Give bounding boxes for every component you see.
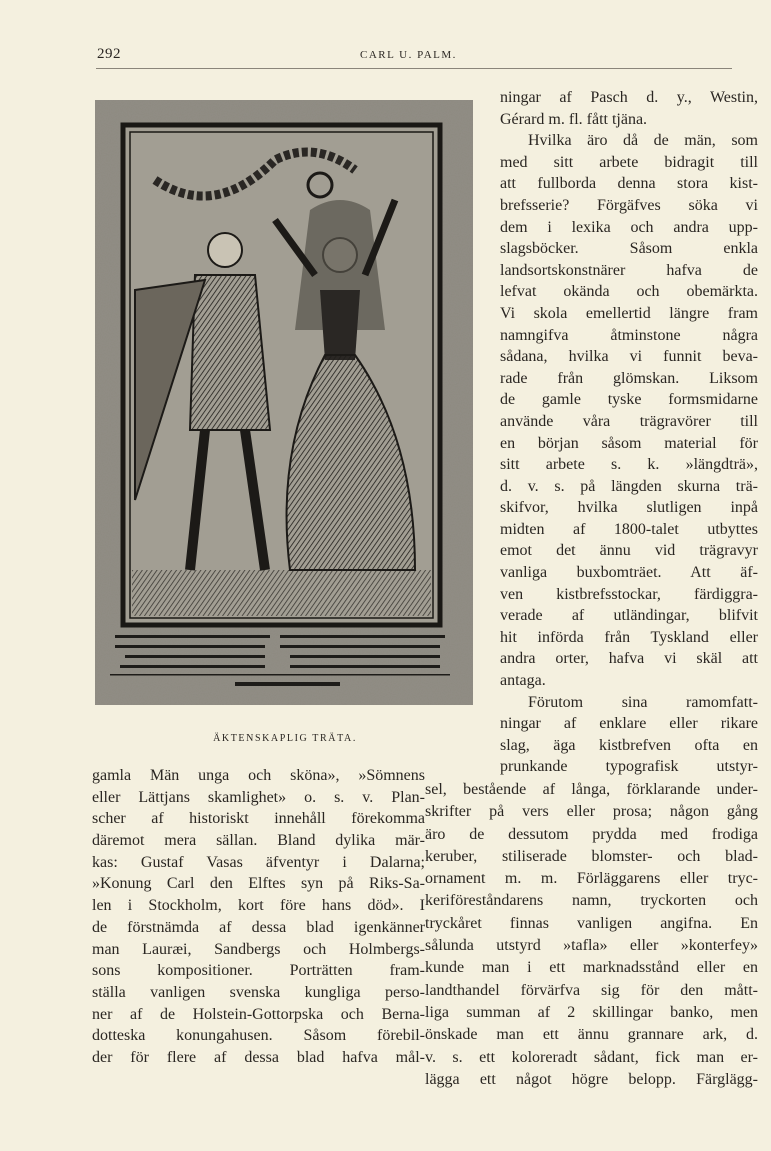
text-line: kunde man i ett marknadsstånd eller en — [425, 959, 758, 977]
text-line: antaga. — [500, 672, 546, 690]
text-line: med sitt arbete bidragit till — [500, 153, 758, 171]
text-line: ornament m. m. Förläggarens eller tryc- — [425, 870, 758, 888]
text-line: lägga ett något högre belopp. Färglägg- — [425, 1070, 758, 1088]
text-line: eller Lättjans skamlighet» o. s. v. Plan- — [92, 788, 425, 806]
text-line: brefsserie? Förgäfves söka vi — [500, 196, 758, 214]
text-line: Hvilka äro då de män, som — [528, 132, 758, 150]
text-line: namngifva åtminstone några — [500, 326, 758, 344]
text-line: skifvor, hvilka slutligen inpå — [500, 499, 758, 517]
text-line: »Konung Carl den Elftes syn på Riks-Sa- — [92, 875, 425, 893]
text-line: dem i lexika och andra upp- — [500, 218, 758, 236]
text-line: landsortskonstnärer hafva de — [500, 261, 758, 279]
text-line: vanliga buxbomträet. Att äf- — [500, 564, 758, 582]
text-line: hit införda från Tyskland eller — [500, 628, 758, 646]
text-line: d. v. s. på längden skurna trä- — [500, 477, 758, 495]
page-number: 292 — [97, 46, 121, 62]
text-line: keruber, stiliserade blomster- och blad- — [425, 847, 758, 865]
text-line: Gérard m. fl. fått tjäna. — [500, 110, 648, 128]
text-line: dotteska konungahusen. Såsom förebil- — [92, 1027, 425, 1045]
bottom-right-column-text — [425, 779, 758, 1091]
text-line: däremot mera sällan. Bland dylika mär- — [92, 832, 425, 850]
text-line: kas: Gustaf Vasas äfventyr i Dalarna; — [92, 853, 425, 871]
text-line: v. s. ett koloreradt sådant, fick man er- — [425, 1048, 758, 1066]
header-rule — [96, 68, 732, 69]
text-line: andra orter, hafva vi skäl att — [500, 650, 758, 668]
text-line: Förutom sina ramomfatt- — [528, 693, 758, 711]
text-line: prunkande typografisk utstyr- — [500, 758, 758, 776]
text-line: scher af historiskt innehåll förekomma — [92, 810, 425, 828]
text-line: tryckåret finnas vanligen angifna. En — [425, 914, 758, 932]
text-line: man Lauræi, Sandbergs och Holmbergs- — [92, 940, 425, 958]
running-title: CARL U. PALM. — [360, 49, 457, 61]
text-line: sådana, hvilka vi funnit beva- — [500, 348, 758, 366]
text-line: ningar af Pasch d. y., Westin, — [500, 89, 758, 106]
text-line: önskade man ett ännu grannare ark, d. — [425, 1026, 758, 1044]
text-line: slag, äga kistbrefven ofta en — [500, 736, 758, 754]
text-line: de gamle tyske formsmidarne — [500, 391, 758, 409]
text-line: de förstnämda af dessa blad igenkänner — [92, 918, 425, 936]
text-line: sålunda utstyrd »tafla» eller »konterfey» — [425, 937, 758, 955]
text-line: skrifter på vers eller prosa; någon gång — [425, 803, 758, 821]
text-line: ven kistbrefsstockar, färdiggra- — [500, 585, 758, 603]
woodcut-illustration — [95, 100, 473, 705]
text-line: liga summan af 2 skillingar banko, men — [425, 1003, 758, 1021]
text-line: ningar af enklare eller rikare — [500, 715, 758, 733]
text-line: lefvat okända och obemärkta. — [500, 283, 758, 301]
text-line: slagsböcker. Såsom enkla — [500, 240, 758, 258]
text-line: att fullborda denna stora kist- — [500, 175, 758, 193]
text-line: rade från glömskan. Liksom — [500, 369, 758, 387]
text-line: sitt arbete s. k. »längdträ», — [500, 456, 758, 474]
text-line: verade af utländingar, blifvit — [500, 607, 758, 625]
text-line: en början såsom material för — [500, 434, 758, 452]
text-line: sel, bestående af långa, förklarande under- — [425, 781, 758, 798]
text-line: keriföreståndarens namn, tryckorten och — [425, 892, 758, 910]
text-line: gamla Män unga och sköna», »Sömnens — [92, 767, 425, 784]
text-line: ställa vanligen svenska kungliga perso- — [92, 983, 425, 1001]
text-line: midten af 1800-talet utbyttes — [500, 520, 758, 538]
text-line: använde våra trägravörer till — [500, 412, 758, 430]
text-line: emot det ännu vid trägravyr — [500, 542, 758, 560]
text-line: der för flere af dessa blad hafva mål- — [92, 1048, 425, 1066]
bottom-left-column-text — [92, 765, 425, 1069]
figure-caption: ÄKTENSKAPLIG TRÄTA. — [213, 733, 357, 744]
text-line: ner af de Holstein-Gottorpska och Berna- — [92, 1005, 425, 1023]
text-line: sons kompositioner. Porträtten fram- — [92, 962, 425, 980]
text-line: len i Stockholm, kort före hans död». I — [92, 897, 425, 915]
text-line: landthandel förvärfva sig för den mått- — [425, 981, 758, 999]
text-line: äro de dessutom prydda med frodiga — [425, 825, 758, 843]
right-column-text — [500, 87, 758, 778]
text-line: Vi skola emellertid längre fram — [500, 304, 758, 322]
